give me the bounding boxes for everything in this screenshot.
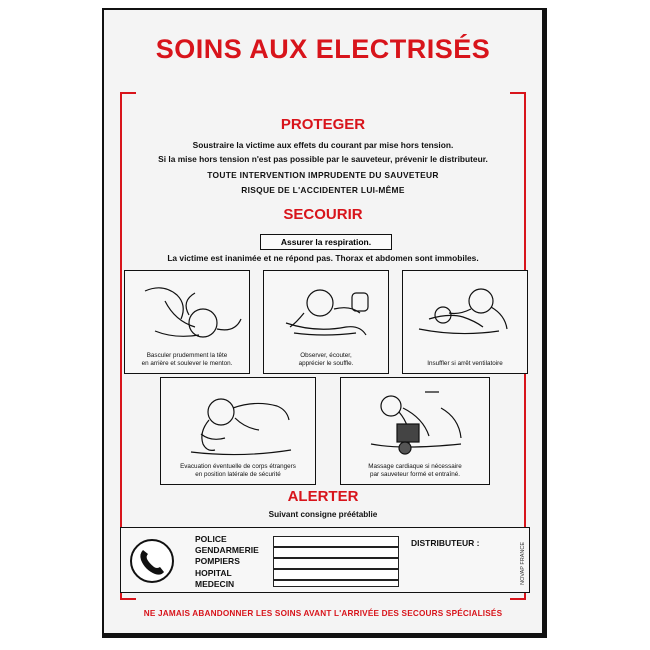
footer-warning: NE JAMAIS ABANDONNER LES SOINS AVANT L'ARRIVÉE DES SECOURS SPÉCIALISÉS	[143, 609, 503, 618]
contact-number-field[interactable]	[273, 536, 399, 547]
proteger-warning: RISQUE DE L'ACCIDENTER LUI-MÊME	[241, 185, 405, 195]
contact-label: POLICE	[195, 534, 227, 544]
contact-number-field[interactable]	[273, 569, 399, 580]
alerter-heading: ALERTER	[287, 488, 359, 505]
illustration-panel	[160, 377, 316, 485]
secourir-text: La victime est inanimée et ne répond pas. Thorax et abdomen sont immobiles.	[167, 253, 479, 263]
panel-caption: Insuffler si arrêt ventilatoire	[427, 360, 503, 367]
red-frame-corner	[120, 92, 136, 94]
illustration-panel	[340, 377, 490, 485]
contact-labels	[195, 534, 259, 590]
illustration-panel	[124, 270, 250, 374]
contact-label: GENDARMERIE	[195, 545, 259, 556]
illustration-panel	[402, 270, 528, 374]
alerter-text: Suivant consigne préétablie	[268, 510, 378, 519]
red-frame-corner	[510, 598, 526, 600]
panel-caption: Evacuation éventuelle de corps étrangers en position latérale de sécurité	[180, 463, 296, 478]
panel-caption: Massage cardiaque si nécessaire par sauveteur formé et entraîné.	[368, 463, 462, 478]
telephone-icon	[129, 538, 175, 584]
poster-title: SOINS AUX ELECTRISÉS	[155, 34, 491, 64]
contact-label: HOPITAL	[195, 567, 232, 578]
red-frame-corner	[510, 92, 526, 94]
contact-label: POMPIERS	[195, 556, 240, 567]
distributeur-label: DISTRIBUTEUR :	[411, 538, 480, 548]
red-frame-left	[120, 92, 122, 600]
illustration-panel	[263, 270, 389, 374]
secourir-heading: SECOURIR	[283, 206, 363, 223]
emergency-contacts-table	[120, 527, 530, 593]
panel-caption: Basculer prudemment la tête en arrière et soulever le menton.	[141, 352, 233, 367]
proteger-text: Si la mise hors tension n'est pas possible par le sauveteur, prévenir le distributeur.	[158, 154, 488, 164]
red-frame-corner	[120, 598, 136, 600]
proteger-text: Soustraire la victime aux effets du courant par mise hors tension.	[192, 140, 454, 150]
brand-mark: NOVAP FRANCE	[520, 542, 526, 585]
secourir-boxed-instruction: Assurer la respiration.	[260, 234, 392, 250]
contact-number-field[interactable]	[273, 558, 399, 569]
proteger-warning: TOUTE INTERVENTION IMPRUDENTE DU SAUVETEUR	[207, 170, 439, 180]
contact-number-field[interactable]	[273, 580, 399, 587]
proteger-heading: PROTEGER	[280, 116, 366, 133]
safety-poster	[102, 8, 547, 638]
contact-number-field[interactable]	[273, 547, 399, 558]
contact-label: MEDECIN	[195, 578, 235, 589]
panel-caption: Observer, écouter, apprécier le souffle.	[298, 352, 354, 367]
